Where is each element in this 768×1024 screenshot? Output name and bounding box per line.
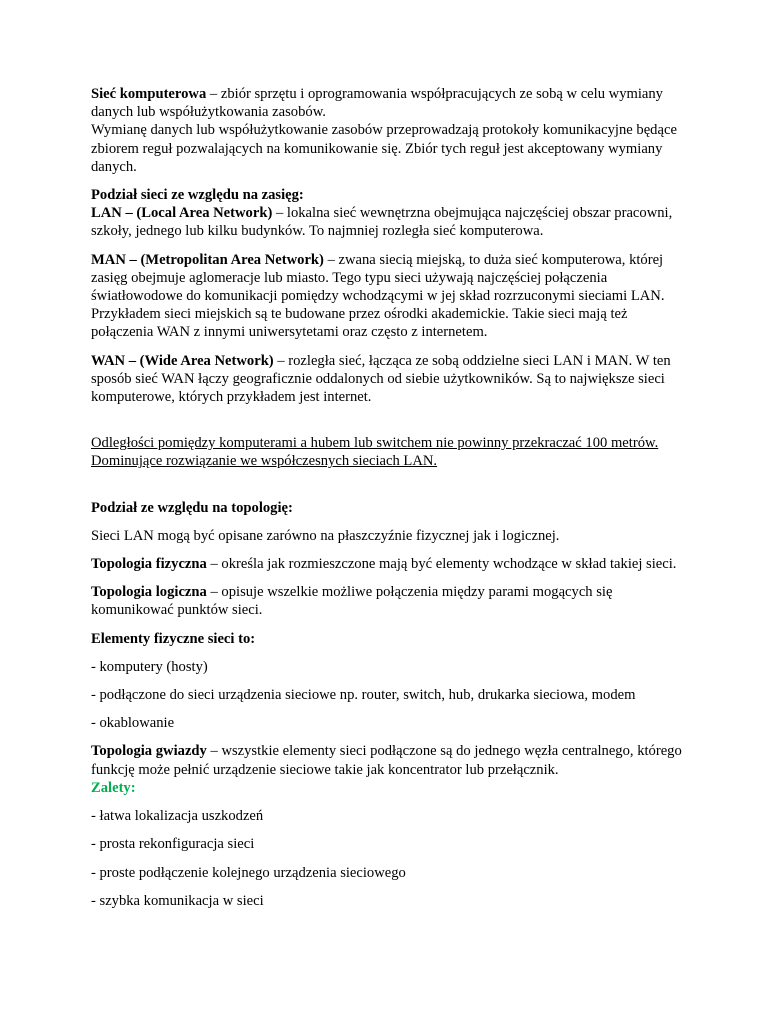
distance-note: Odległości pomiędzy komputerami a hubem lub switchem nie powinny przekraczać 100 metrów. Dominujące rozwiązanie we współczesnych sieciach LAN. [91, 435, 659, 470]
list-item: - okablowanie [91, 715, 175, 732]
paragraph-logical-topology [91, 583, 688, 619]
list-item: - szybka komunikacja w sieci [91, 892, 264, 909]
lan-text: – lokalna sieć wewnętrzna obejmująca najczęściej obszar pracowni, szkoły, jednego lub kilku budynków. To najmniej rozległa sieć komputerowa. [91, 205, 673, 240]
man-text: – zwana siecią miejską, to duża sieć komputerowa, której zasięg obejmuje aglomeracje lub miasto. Tego typu sieci używają najczęściej połączenia światłowodowe do komunikacji pomiędzy wchodzącymi w jej skład rozrzuconymi sieciami LAN. Przykładem sieci miejskich są te budowane przez ośrodki akademickie. Takie sieci mają też połączenia WAN z innymi uniwersytetami oraz często z internetem. [91, 251, 665, 341]
advantages-label: Zalety: [91, 779, 136, 796]
list-item: - prosta rekonfiguracja sieci [91, 836, 255, 853]
term-physical-topology: Topologia fizyczna [91, 556, 207, 573]
paragraph-distance-note [91, 434, 688, 470]
term-star-topology: Topologia gwiazdy [91, 743, 207, 760]
list-item: - podłączone do sieci urządzenia sieciowe np. router, switch, hub, drukarka sieciowa, modem [91, 687, 636, 704]
heading-physical-elements: Elementy fizyczne sieci to: [91, 630, 256, 647]
list-item: - łatwa lokalizacja uszkodzeń [91, 808, 264, 825]
paragraph-man [91, 251, 688, 342]
term-man: MAN – (Metropolitan Area Network) [91, 251, 324, 268]
term-lan: LAN – (Local Area Network) [91, 205, 273, 222]
wan-text: – rozległa sieć, łącząca ze sobą oddzielne sieci LAN i MAN. W ten sposób sieć WAN łączy geograficznie oddalonych od siebie użytkowników. Są to największe sieci komputerowe, których przykładem jest internet. [91, 352, 671, 406]
paragraph-network-definition [91, 85, 688, 176]
paragraph-lan-planes: Sieci LAN mogą być opisane zarówno na płaszczyźnie fizycznej jak i logicznej. [91, 527, 560, 544]
paragraph-star-topology [91, 742, 688, 797]
logical-topology-text: – opisuje wszelkie możliwe połączenia między parami mogących się komunikować punktów sieci. [91, 584, 613, 619]
paragraph-range-lan [91, 186, 688, 241]
network-definition-text: – zbiór sprzętu i oprogramowania współpracujących ze sobą w celu wymiany danych lub współużytkowania zasobów. [91, 86, 663, 121]
list-item: - komputery (hosty) [91, 658, 208, 675]
term-logical-topology: Topologia logiczna [91, 584, 207, 601]
heading-topology: Podział ze względu na topologię: [91, 499, 293, 516]
network-definition-text-2: Wymianę danych lub współużytkowanie zasobów przeprowadzają protokoły komunikacyjne będące zbiorem reguł pozwalających na komunikowanie się. Zbiór tych reguł jest akceptowany wymiany danych. [91, 122, 677, 175]
list-item: - proste podłączenie kolejnego urządzenia sieciowego [91, 864, 406, 881]
paragraph-wan [91, 352, 688, 407]
paragraph-physical-topology [91, 555, 688, 573]
physical-topology-text: – określa jak rozmieszczone mają być elementy wchodzące w skład takiej sieci. [206, 556, 677, 573]
term-network: Sieć komputerowa [91, 86, 207, 102]
term-wan: WAN – (Wide Area Network) [91, 352, 274, 369]
heading-range: Podział sieci ze względu na zasięg: [91, 187, 304, 204]
star-topology-text: – wszystkie elementy sieci podłączone są do jednego węzła centralnego, którego funkcję może pełnić urządzenie sieciowe takie jak koncentrator lub przełącznik. [91, 743, 682, 778]
